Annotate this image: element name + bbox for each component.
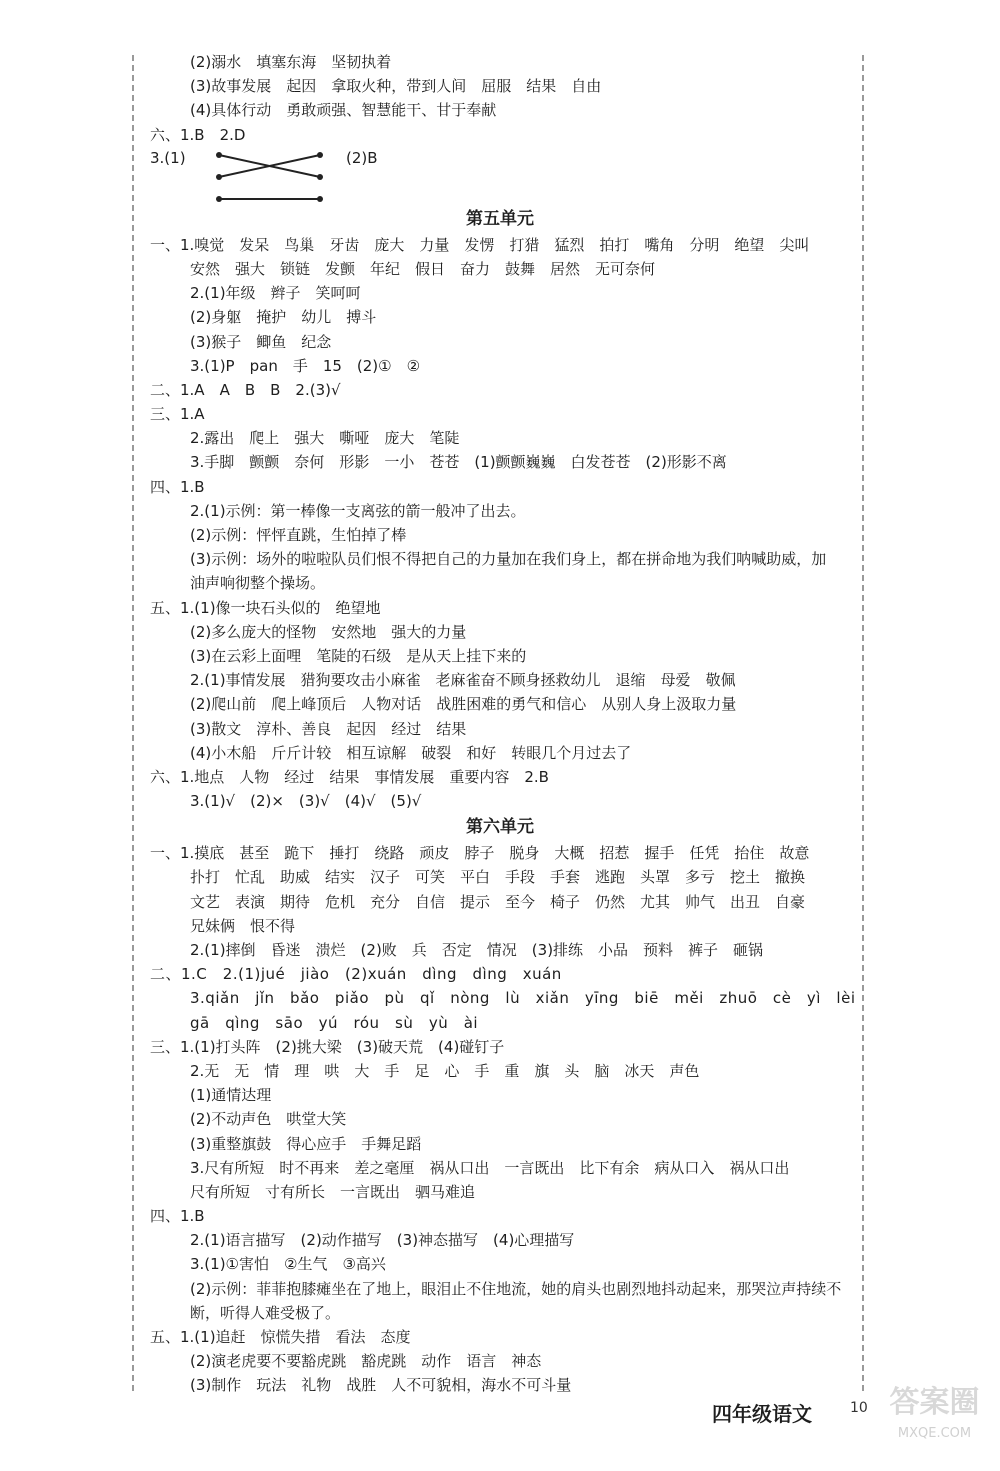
matching-lines: [214, 151, 326, 203]
answer-line: 3.(1)√ (2)× (3)√ (4)√ (5)√: [190, 792, 422, 811]
answer-line: 兄妹俩 恨不得: [190, 916, 296, 935]
answer-line: 二、1.A A B B 2.(3)√: [150, 380, 341, 399]
answer-line: (3)制作 玩法 礼物 战胜 人不可貌相，海水不可斗量: [190, 1376, 572, 1395]
answer-line: 扑打 忙乱 助威 结实 汉子 可笑 平白 手段 手套 逃跑 头罩 多亏 挖土 撤换: [190, 868, 806, 887]
answer-line: (2)不动声色 哄堂大笑: [190, 1110, 347, 1129]
answer-line: (3)散文 淳朴、善良 起因 经过 结果: [190, 719, 467, 738]
answer-line: (2)爬山前 爬上峰顶后 人物对话 战胜困难的勇气和信心 从别人身上汲取力量: [190, 695, 737, 714]
answer-line: 3.(1)①害怕 ②生气 ③高兴: [190, 1255, 386, 1274]
answer-line: 六、1.地点 人物 经过 结果 事情发展 重要内容 2.B: [150, 767, 549, 786]
answer-line: 六、1.B 2.D: [150, 125, 246, 144]
left-dashed-margin: [132, 55, 134, 1391]
answer-line: (4)具体行动 勇敢顽强、智慧能干、甘于奉献: [190, 101, 497, 120]
unit4-tail: [150, 50, 850, 147]
answer-line: 尺有所短 寸有所长 一言既出 驷马难追: [190, 1182, 476, 1201]
answer-line: 文艺 表演 期待 危机 充分 自信 提示 至今 椅子 仍然 尤其 帅气 出丑 自豪: [190, 892, 806, 911]
watermark-site: MXQE.COM: [897, 1426, 972, 1441]
watermark-logo: 答案圈: [889, 1385, 980, 1420]
answer-line: (3)在云彩上面哩 笔陡的石级 是从天上挂下来的: [190, 646, 527, 665]
answer-line: 三、1.(1)打头阵 (2)挑大梁 (3)破天荒 (4)碰钉子: [150, 1037, 505, 1056]
answer-line: 四、1.B: [150, 477, 205, 496]
answer-line: 3.(1)P pan 手 15 (2)① ②: [190, 356, 421, 375]
answer-line: (2)身躯 掩护 幼儿 搏斗: [190, 308, 377, 327]
answer-line: 3.手脚 颤颤 奈何 形影 一小 苍苍 (1)颤颤巍巍 白发苍苍 (2)形影不离: [190, 453, 727, 472]
answer-line: (2)多么庞大的怪物 安然地 强大的力量: [190, 622, 467, 641]
answer-line: 五、1.(1)像一块石头似的 绝望地: [150, 598, 381, 617]
answer-line: 2.(1)事情发展 猎狗要攻击小麻雀 老麻雀奋不顾身拯救幼儿 退缩 母爱 敬佩: [190, 671, 736, 690]
answer-line: 3.尺有所短 时不再来 差之毫厘 祸从口出 一言既出 比下有余 病从口入 祸从口出: [190, 1158, 790, 1177]
answer-line: 2.露出 爬上 强大 嘶哑 庞大 笔陡: [190, 429, 460, 448]
answer-line: (3)故事发展 起因 拿取火种，带到人间 屈服 结果 自由: [190, 77, 602, 96]
answer-line: 2.(1)语言描写 (2)动作描写 (3)神态描写 (4)心理描写: [190, 1231, 575, 1250]
unit5-heading: 第五单元: [466, 208, 534, 229]
right-dashed-margin: [862, 55, 864, 1391]
answer-line: 四、1.B: [150, 1207, 205, 1226]
answer-line: 2.(1)示例：第一棒像一支离弦的箭一般冲了出去。: [190, 501, 526, 520]
answer-line: 三、1.A: [150, 405, 205, 424]
answer-line: (3)重整旗鼓 得心应手 手舞足蹈: [190, 1134, 422, 1153]
answer-line: 油声响彻整个操场。: [190, 574, 326, 593]
answer-line: 安然 强大 锁链 发颤 年纪 假日 奋力 鼓舞 居然 无可奈何: [190, 259, 656, 278]
answer-line: (2)示例：菲菲抱膝瘫坐在了地上，眼泪止不住地流，她的肩头也剧烈地抖动起来，那哭泣声持续不: [190, 1279, 842, 1298]
answer-line: (2)演老虎要不要豁虎跳 豁虎跳 动作 语言 神态: [190, 1352, 542, 1371]
answer-line: 二、1.C 2.(1)jué jiào (2)xuán dìng dìng xuán: [150, 965, 562, 984]
footer-grade-label: 四年级语文: [712, 1402, 812, 1426]
match-label-1: 3.(1): [150, 148, 186, 167]
answer-content: [150, 50, 856, 1398]
unit6-answers: [150, 841, 856, 1397]
answer-line: 断，听得人难受极了。: [190, 1303, 341, 1322]
answer-line: 3.qiǎn jǐn bǎo piǎo pù qǐ nòng lù xiǎn yīng biē měi zhuō cè yì lèi: [190, 989, 856, 1008]
answer-line: 2.(1)年级 辫子 笑呵呵: [190, 284, 361, 303]
answer-line: (4)小木船 斤斤计较 相互谅解 破裂 和好 转眼几个月过去了: [190, 743, 632, 762]
matching-exercise: [150, 147, 850, 205]
answer-line: (3)猴子 鲫鱼 纪念: [190, 332, 332, 351]
answer-line: (3)示例：场外的啦啦队员们恨不得把自己的力量加在我们身上，都在拼命地为我们呐喊助威，加: [190, 550, 827, 569]
answer-line: gā qìng sāo yú róu sù yù ài: [190, 1013, 479, 1032]
unit6-heading: 第六单元: [466, 817, 534, 838]
answer-line: 一、1.嗅觉 发呆 鸟巢 牙齿 庞大 力量 发愣 打猎 猛烈 拍打 嘴角 分明 绝望 尖叫: [150, 235, 810, 254]
answer-line: 五、1.(1)追赶 惊慌失措 看法 态度: [150, 1328, 411, 1346]
answer-line: 一、1.摸底 甚至 跪下 捶打 绕路 顽皮 脖子 脱身 大概 招惹 握手 任凭 抬住 故意: [150, 844, 810, 863]
watermark: [872, 1380, 997, 1465]
page-number: 10: [850, 1400, 868, 1416]
match-label-2: (2)B: [346, 148, 378, 167]
answer-line: (1)通情达理: [190, 1086, 272, 1105]
unit5-answers: [150, 233, 850, 814]
answer-line: (2)示例：怦怦直跳，生怕掉了棒: [190, 526, 407, 544]
answer-line: 2.无 无 情 理 哄 大 手 足 心 手 重 旗 头 脑 冰天 声色: [190, 1061, 700, 1080]
answer-line: 2.(1)摔倒 昏迷 溃烂 (2)败 兵 否定 情况 (3)排练 小品 预料 裤子 砸锅: [190, 941, 764, 959]
answer-line: (2)溺水 填塞东海 坚韧执着: [190, 53, 392, 71]
